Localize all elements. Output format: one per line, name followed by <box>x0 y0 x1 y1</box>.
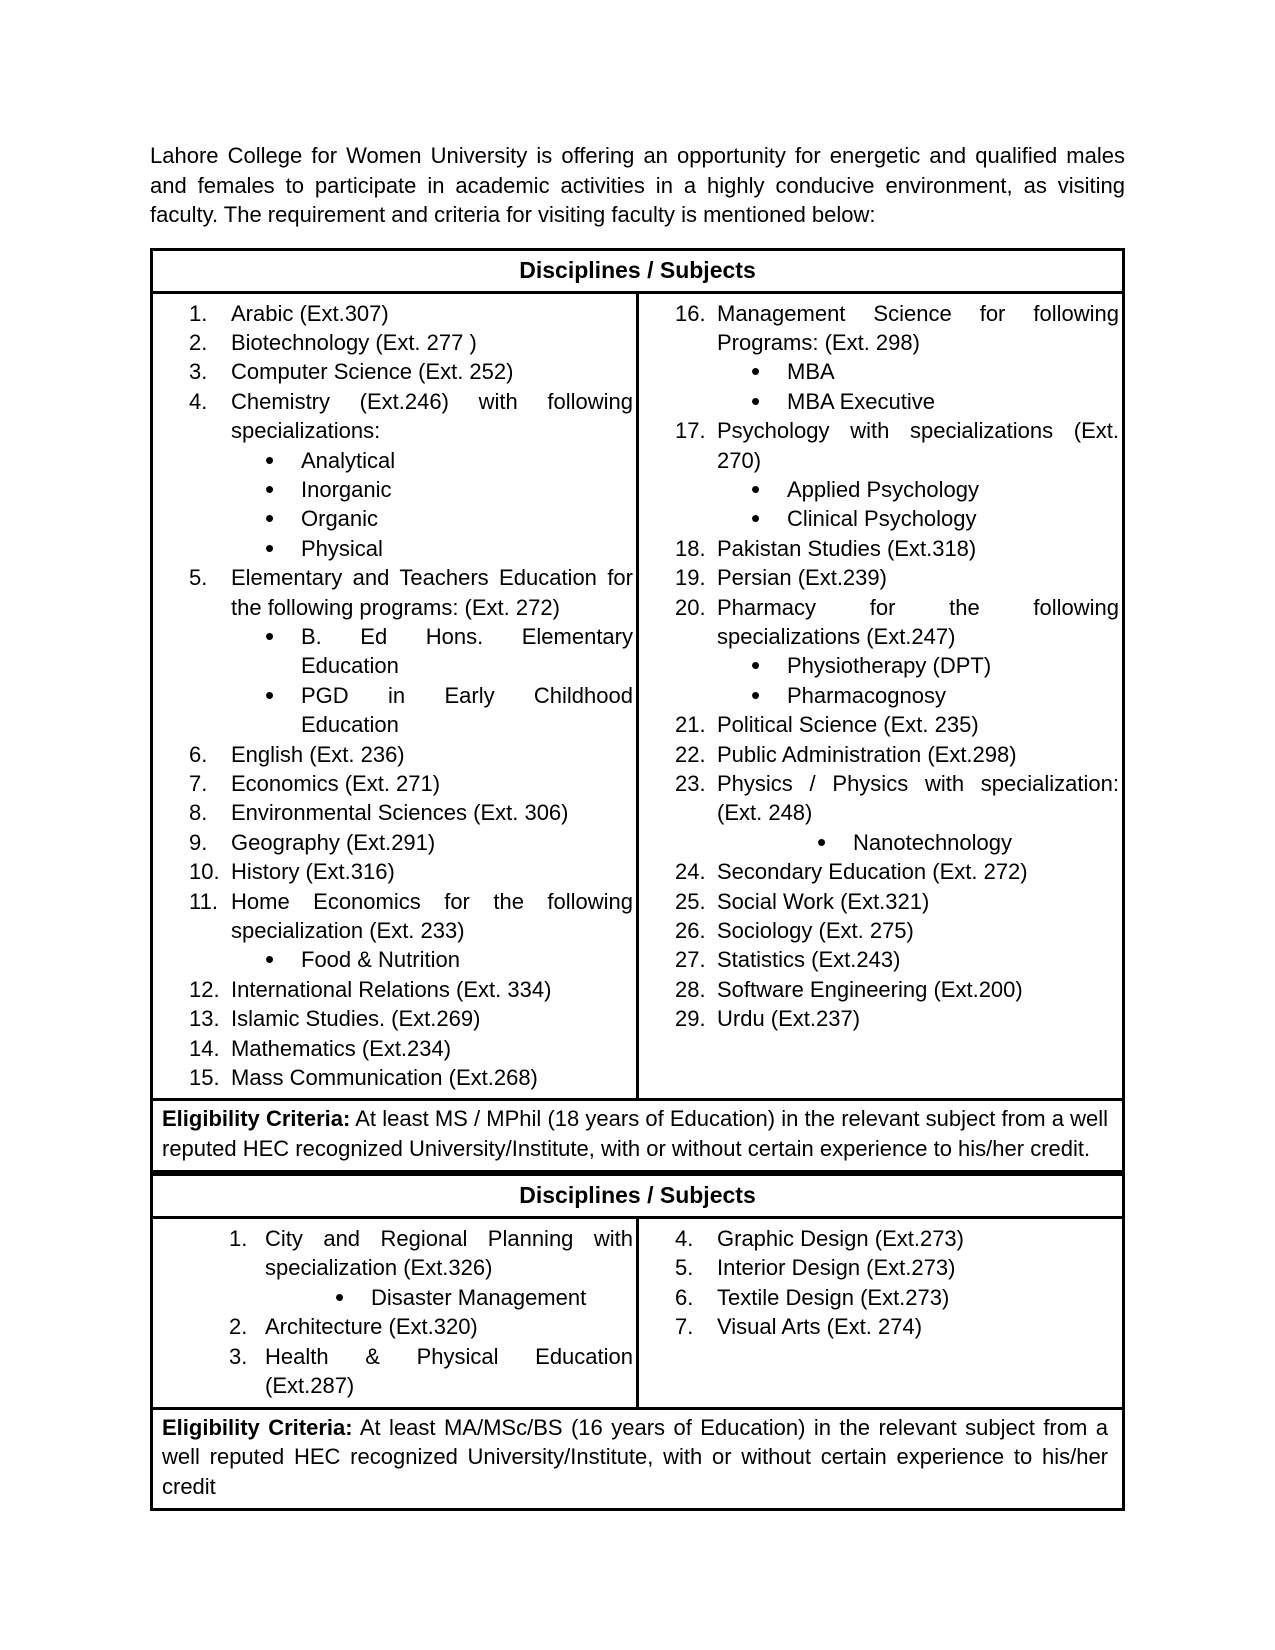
table-2-columns <box>153 1219 1122 1406</box>
item-text: Political Science (Ext. 235) <box>717 712 979 738</box>
list-item <box>639 416 1122 475</box>
bullet-item <box>153 1283 636 1312</box>
item-number: 28. <box>675 976 706 1002</box>
item-number: 13. <box>189 1006 220 1032</box>
item-number: 23. <box>675 771 706 796</box>
bullet-item <box>153 475 636 504</box>
item-number: 5. <box>189 565 208 591</box>
bullet-text: Inorganic <box>301 476 392 502</box>
bullet-item <box>639 387 1122 416</box>
item-number: 19. <box>675 565 706 591</box>
list-item <box>639 1004 1122 1033</box>
item-number: 14. <box>189 1035 220 1061</box>
list-item <box>153 798 636 827</box>
item-number: 25. <box>675 888 706 914</box>
item-text: Software Engineering (Ext.200) <box>717 976 1023 1002</box>
list-item <box>153 740 636 769</box>
bullet-icon: • <box>265 532 275 563</box>
item-number: 8. <box>189 800 208 826</box>
table-1-eligibility-row <box>153 1098 1122 1170</box>
item-text: Statistics (Ext.243) <box>717 947 901 973</box>
table-2-eligibility-row <box>153 1407 1122 1508</box>
disciplines-table-1 <box>150 248 1125 1174</box>
item-number: 5. <box>675 1255 694 1281</box>
list-item <box>639 916 1122 945</box>
list-item <box>639 1312 1122 1341</box>
bullet-item <box>639 357 1122 386</box>
list-item <box>153 299 636 328</box>
list-item <box>639 975 1122 1004</box>
eligibility-2-label: Eligibility Criteria: <box>162 1414 353 1440</box>
list-item <box>153 1063 636 1092</box>
bullet-item <box>153 622 636 681</box>
list-item <box>639 1224 1122 1253</box>
bullet-text: Nanotechnology <box>853 829 1013 855</box>
bullet-text: Pharmacognosy <box>787 682 946 708</box>
bullet-icon: • <box>265 620 275 651</box>
item-number: 16. <box>675 300 706 326</box>
table-1-header: Disciplines / Subjects <box>153 251 1122 294</box>
list-item <box>153 1004 636 1033</box>
bullet-text: Physiotherapy (DPT) <box>787 653 992 679</box>
table-1-left-column <box>153 294 639 1099</box>
bullet-text: Physical <box>301 535 383 561</box>
bullet-text: MBA <box>787 359 835 385</box>
item-text: History (Ext.316) <box>231 859 395 885</box>
list-item <box>153 357 636 386</box>
item-number: 15. <box>189 1065 220 1091</box>
item-text: Visual Arts (Ext. 274) <box>717 1314 923 1340</box>
list-item <box>639 1283 1122 1312</box>
item-text: Persian (Ext.239) <box>717 565 887 591</box>
item-text: International Relations (Ext. 334) <box>231 976 552 1002</box>
bullet-icon: • <box>265 944 275 975</box>
table-1-columns <box>153 294 1122 1099</box>
disciplines-table-2 <box>150 1173 1125 1511</box>
item-number: 22. <box>675 741 706 767</box>
bullet-icon: • <box>751 503 761 534</box>
bullet-item <box>639 651 1122 680</box>
bullet-item <box>153 945 636 974</box>
bullet-text: Disaster Management <box>371 1284 587 1310</box>
item-text: Pakistan Studies (Ext.318) <box>717 535 977 561</box>
item-text: Mathematics (Ext.234) <box>231 1035 452 1061</box>
item-text: Public Administration (Ext.298) <box>717 741 1017 767</box>
bullet-item <box>153 446 636 475</box>
item-text: Social Work (Ext.321) <box>717 888 930 914</box>
item-text: Textile Design (Ext.273) <box>717 1284 950 1310</box>
bullet-icon: • <box>265 503 275 534</box>
list-item <box>639 710 1122 739</box>
item-text: Secondary Education (Ext. 272) <box>717 859 1028 885</box>
item-number: 29. <box>675 1006 706 1032</box>
item-number: 6. <box>675 1284 694 1310</box>
item-number: 24. <box>675 859 706 885</box>
bullet-item <box>153 534 636 563</box>
list-item <box>153 887 636 946</box>
list-item <box>639 769 1122 828</box>
item-text: City and Regional Planning with specialization (Ext.326) <box>265 1226 633 1281</box>
item-number: 3. <box>189 359 208 385</box>
bullet-item <box>639 504 1122 533</box>
item-text: Chemistry (Ext.246) with following specializations: <box>231 388 633 444</box>
item-text: Economics (Ext. 271) <box>231 771 441 796</box>
bullet-icon: • <box>335 1281 345 1312</box>
bullet-text: B. Ed Hons. Elementary Education <box>301 623 633 679</box>
bullet-item <box>153 504 636 533</box>
list-item <box>153 769 636 798</box>
list-item <box>153 328 636 357</box>
bullet-icon: • <box>751 473 761 504</box>
item-number: 21. <box>675 712 706 738</box>
list-item <box>639 593 1122 652</box>
list-item <box>153 975 636 1004</box>
item-number: 4. <box>675 1226 694 1252</box>
list-item <box>153 857 636 886</box>
table-1-right-column <box>639 294 1122 1099</box>
item-number: 3. <box>229 1343 248 1369</box>
item-text: Home Economics for the following specialization (Ext. 233) <box>231 888 633 944</box>
item-text: Biotechnology (Ext. 277 ) <box>231 329 477 355</box>
table-2-right-column <box>639 1219 1122 1406</box>
item-text: Graphic Design (Ext.273) <box>717 1226 964 1252</box>
item-number: 6. <box>189 741 208 767</box>
list-item <box>639 563 1122 592</box>
list-item <box>153 1034 636 1063</box>
bullet-text: Analytical <box>301 447 396 473</box>
item-number: 27. <box>675 947 706 973</box>
item-number: 18. <box>675 535 706 561</box>
bullet-text: Applied Psychology <box>787 476 980 502</box>
item-text: Health & Physical Education (Ext.287) <box>265 1343 633 1399</box>
item-number: 1. <box>229 1226 248 1252</box>
list-item <box>639 857 1122 886</box>
item-number: 20. <box>675 594 706 620</box>
table-2-left-column <box>153 1219 639 1406</box>
bullet-item <box>153 681 636 740</box>
eligibility-1-text: At least MS / MPhil (18 years of Education) in the relevant subject from a well reputed HEC recognized University/Institute, with or without certain experience to his/her credit. <box>162 1106 1108 1162</box>
item-number: 2. <box>229 1314 248 1340</box>
list-item <box>153 1312 636 1341</box>
list-item <box>153 1224 636 1283</box>
item-number: 4. <box>189 388 208 414</box>
item-number: 10. <box>189 859 220 885</box>
item-text: Sociology (Ext. 275) <box>717 918 914 944</box>
item-number: 7. <box>675 1314 694 1340</box>
bullet-icon: • <box>265 679 275 710</box>
intro-paragraph: Lahore College for Women University is offering an opportunity for energetic and qualified males and females to participate in academic activities in a highly conducive environment, as visiting faculty. The requirement and criteria for visiting faculty is mentioned below: <box>150 143 1125 227</box>
item-number: 9. <box>189 829 208 855</box>
bullet-icon: • <box>265 444 275 475</box>
item-text: Elementary and Teachers Education for the following programs: (Ext. 272) <box>231 565 633 620</box>
item-text: Computer Science (Ext. 252) <box>231 359 514 385</box>
bullet-icon: • <box>817 826 827 857</box>
bullet-item <box>639 475 1122 504</box>
table-2-header: Disciplines / Subjects <box>153 1176 1122 1219</box>
item-text: Psychology with specializations (Ext. 270) <box>717 418 1119 473</box>
list-item <box>639 534 1122 563</box>
list-item <box>639 740 1122 769</box>
item-text: Architecture (Ext.320) <box>265 1314 478 1340</box>
item-text: English (Ext. 236) <box>231 741 405 767</box>
item-text: Environmental Sciences (Ext. 306) <box>231 800 569 826</box>
list-item <box>639 1253 1122 1282</box>
bullet-text: PGD in Early Childhood Education <box>301 682 633 738</box>
list-item <box>153 563 636 622</box>
item-text: Urdu (Ext.237) <box>717 1006 861 1032</box>
item-text: Interior Design (Ext.273) <box>717 1255 956 1281</box>
bullet-icon: • <box>751 385 761 416</box>
item-text: Physics / Physics with specialization: (Ext. 248) <box>717 771 1119 826</box>
item-number: 26. <box>675 918 706 944</box>
item-text: Geography (Ext.291) <box>231 829 436 855</box>
item-text: Management Science for following Programs: (Ext. 298) <box>717 300 1119 355</box>
eligibility-1-label: Eligibility Criteria: <box>162 1106 351 1132</box>
item-text: Pharmacy for the following specializations (Ext.247) <box>717 594 1119 649</box>
item-number: 7. <box>189 771 208 796</box>
bullet-icon: • <box>751 356 761 387</box>
bullet-icon: • <box>265 473 275 504</box>
list-item <box>153 387 636 446</box>
item-number: 1. <box>189 300 208 326</box>
bullet-icon: • <box>751 679 761 710</box>
list-item <box>639 299 1122 358</box>
bullet-text: Clinical Psychology <box>787 506 977 532</box>
bullet-item <box>639 681 1122 710</box>
bullet-item <box>639 828 1122 857</box>
item-text: Mass Communication (Ext.268) <box>231 1065 538 1091</box>
item-number: 2. <box>189 329 208 355</box>
item-text: Islamic Studies. (Ext.269) <box>231 1006 481 1032</box>
list-item <box>639 887 1122 916</box>
eligibility-2-text: At least MA/MSc/BS (16 years of Education) in the relevant subject from a well reputed HEC recognized University/Institute, with or without certain experience to his/her credit <box>162 1414 1108 1500</box>
item-number: 11. <box>189 888 218 914</box>
bullet-text: Food & Nutrition <box>301 947 460 973</box>
list-item <box>153 1342 636 1401</box>
item-number: 17. <box>675 418 706 444</box>
item-text: Arabic (Ext.307) <box>231 300 389 326</box>
bullet-text: MBA Executive <box>787 388 935 414</box>
list-item <box>639 945 1122 974</box>
list-item <box>153 828 636 857</box>
bullet-icon: • <box>751 650 761 681</box>
bullet-text: Organic <box>301 506 379 532</box>
item-number: 12. <box>189 976 220 1002</box>
